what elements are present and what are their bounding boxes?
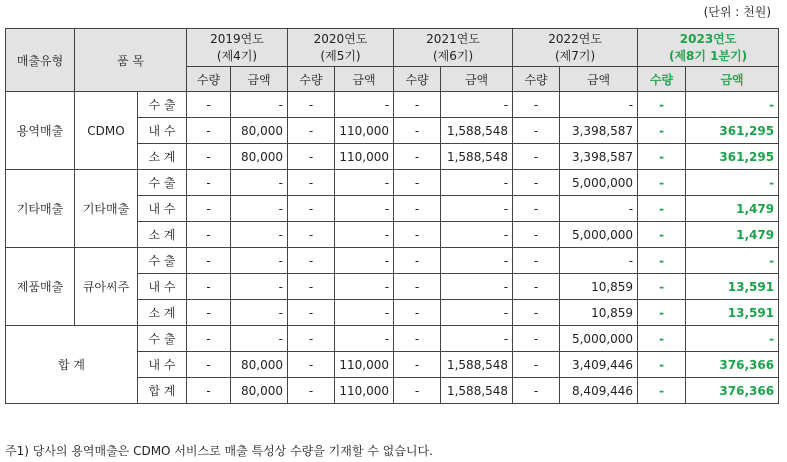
amount-cell: - [231, 300, 288, 326]
amount-cell: 3,398,587 [560, 118, 638, 144]
amount-cell: - [335, 92, 394, 118]
amount-cell: 10,859 [560, 274, 638, 300]
amount-cell: - [335, 300, 394, 326]
header-amount: 금액 [231, 67, 288, 92]
amount-cell: - [441, 92, 513, 118]
qty-cell: - [394, 222, 441, 248]
qty-cell: - [513, 248, 560, 274]
qty-cell: - [394, 92, 441, 118]
amount-cell: 3,398,587 [560, 144, 638, 170]
amount-cell: - [560, 92, 638, 118]
qty-cell: - [638, 118, 686, 144]
item-cell: 기타매출 [75, 170, 138, 248]
amount-cell: - [335, 326, 394, 352]
qty-cell: - [394, 300, 441, 326]
qty-cell: - [394, 118, 441, 144]
footnote: 주1) 당사의 용역매출은 CDMO 서비스로 매출 특성상 수량을 기재할 수 없습니다. [5, 444, 433, 458]
qty-cell: - [187, 352, 231, 378]
qty-cell: - [638, 144, 686, 170]
qty-cell: - [288, 378, 335, 404]
qty-cell: - [513, 92, 560, 118]
amount-cell: - [441, 300, 513, 326]
qty-cell: - [288, 144, 335, 170]
amount-cell: 1,588,548 [441, 118, 513, 144]
qty-cell: - [288, 300, 335, 326]
amount-cell: 13,591 [686, 274, 779, 300]
amount-cell: 5,000,000 [560, 326, 638, 352]
amount-cell: - [686, 170, 779, 196]
amount-cell: - [231, 170, 288, 196]
sub-category-cell: 소 계 [138, 222, 187, 248]
header-amount: 금액 [686, 67, 779, 92]
qty-cell: - [513, 274, 560, 300]
amount-cell: - [231, 222, 288, 248]
qty-cell: - [638, 196, 686, 222]
amount-cell: - [560, 196, 638, 222]
header-amount: 금액 [441, 67, 513, 92]
amount-cell: - [231, 196, 288, 222]
qty-cell: - [513, 144, 560, 170]
amount-cell: - [335, 274, 394, 300]
amount-cell: 80,000 [231, 118, 288, 144]
qty-cell: - [187, 326, 231, 352]
qty-cell: - [513, 378, 560, 404]
header-year-2019: 2019연도 (제4기) [187, 29, 288, 67]
amount-cell: - [441, 326, 513, 352]
qty-cell: - [513, 196, 560, 222]
amount-cell: 361,295 [686, 144, 779, 170]
amount-cell: 10,859 [560, 300, 638, 326]
sub-category-cell: 합 계 [138, 378, 187, 404]
item-cell: CDMO [75, 92, 138, 170]
amount-cell: 5,000,000 [560, 170, 638, 196]
amount-cell: 361,295 [686, 118, 779, 144]
amount-cell: - [686, 326, 779, 352]
header-qty: 수량 [513, 67, 560, 92]
qty-cell: - [288, 92, 335, 118]
amount-cell: - [231, 92, 288, 118]
amount-cell: 1,588,548 [441, 352, 513, 378]
sales-type-cell: 기타매출 [6, 170, 75, 248]
qty-cell: - [288, 118, 335, 144]
sub-category-cell: 수 출 [138, 248, 187, 274]
sales-table [5, 28, 779, 404]
header-qty: 수량 [638, 67, 686, 92]
qty-cell: - [288, 170, 335, 196]
header-item: 품 목 [75, 29, 187, 92]
item-cell: 큐아씨주 [75, 248, 138, 326]
amount-cell: 1,588,548 [441, 144, 513, 170]
amount-cell: - [441, 248, 513, 274]
qty-cell: - [513, 300, 560, 326]
amount-cell: 80,000 [231, 378, 288, 404]
amount-cell: 80,000 [231, 144, 288, 170]
amount-cell: - [335, 196, 394, 222]
table-row-total [6, 326, 779, 352]
total-label-cell: 합 계 [6, 326, 138, 404]
amount-cell: - [335, 170, 394, 196]
amount-cell: 5,000,000 [560, 222, 638, 248]
qty-cell: - [187, 196, 231, 222]
sub-category-cell: 내 수 [138, 274, 187, 300]
qty-cell: - [288, 222, 335, 248]
qty-cell: - [187, 92, 231, 118]
qty-cell: - [638, 92, 686, 118]
amount-cell: - [441, 170, 513, 196]
qty-cell: - [187, 274, 231, 300]
amount-cell: 1,479 [686, 196, 779, 222]
sub-category-cell: 수 출 [138, 326, 187, 352]
amount-cell: 1,588,548 [441, 378, 513, 404]
amount-cell: - [231, 326, 288, 352]
qty-cell: - [187, 170, 231, 196]
qty-cell: - [394, 170, 441, 196]
qty-cell: - [187, 300, 231, 326]
qty-cell: - [513, 222, 560, 248]
header-qty: 수량 [187, 67, 231, 92]
qty-cell: - [288, 326, 335, 352]
amount-cell: 110,000 [335, 378, 394, 404]
amount-cell: 3,409,446 [560, 352, 638, 378]
header-sales-type: 매출유형 [6, 29, 75, 92]
qty-cell: - [638, 378, 686, 404]
amount-cell: 80,000 [231, 352, 288, 378]
sales-type-cell: 용역매출 [6, 92, 75, 170]
header-amount: 금액 [560, 67, 638, 92]
qty-cell: - [638, 274, 686, 300]
amount-cell: - [335, 222, 394, 248]
qty-cell: - [513, 326, 560, 352]
amount-cell: 110,000 [335, 118, 394, 144]
sub-category-cell: 수 출 [138, 92, 187, 118]
table-row [6, 92, 779, 118]
qty-cell: - [187, 144, 231, 170]
amount-cell: - [441, 196, 513, 222]
amount-cell: 110,000 [335, 144, 394, 170]
qty-cell: - [638, 170, 686, 196]
amount-cell: 110,000 [335, 352, 394, 378]
qty-cell: - [394, 378, 441, 404]
amount-cell: - [441, 274, 513, 300]
amount-cell: 1,479 [686, 222, 779, 248]
header-year-2023: 2023연도 (제8기 1분기) [638, 29, 779, 67]
header-amount: 금액 [335, 67, 394, 92]
qty-cell: - [187, 378, 231, 404]
sub-category-cell: 내 수 [138, 196, 187, 222]
unit-label: (단위 : 천원) [703, 5, 771, 19]
qty-cell: - [394, 196, 441, 222]
header-year-2021: 2021연도 (제6기) [394, 29, 513, 67]
qty-cell: - [638, 222, 686, 248]
qty-cell: - [394, 326, 441, 352]
table-body [6, 92, 779, 404]
sub-category-cell: 소 계 [138, 300, 187, 326]
header-qty: 수량 [288, 67, 335, 92]
amount-cell: - [335, 248, 394, 274]
qty-cell: - [187, 118, 231, 144]
qty-cell: - [394, 144, 441, 170]
qty-cell: - [394, 274, 441, 300]
qty-cell: - [513, 118, 560, 144]
qty-cell: - [638, 326, 686, 352]
amount-cell: 8,409,446 [560, 378, 638, 404]
qty-cell: - [638, 248, 686, 274]
amount-cell: - [686, 248, 779, 274]
qty-cell: - [187, 248, 231, 274]
amount-cell: - [231, 248, 288, 274]
amount-cell: 376,366 [686, 352, 779, 378]
table-row [6, 248, 779, 274]
amount-cell: - [231, 274, 288, 300]
header-year-2020: 2020연도 (제5기) [288, 29, 394, 67]
qty-cell: - [394, 352, 441, 378]
qty-cell: - [288, 274, 335, 300]
qty-cell: - [638, 300, 686, 326]
qty-cell: - [187, 222, 231, 248]
qty-cell: - [288, 352, 335, 378]
amount-cell: - [560, 248, 638, 274]
qty-cell: - [288, 196, 335, 222]
qty-cell: - [513, 352, 560, 378]
sub-category-cell: 수 출 [138, 170, 187, 196]
amount-cell: - [686, 92, 779, 118]
header-year-2022: 2022연도 (제7기) [513, 29, 638, 67]
sub-category-cell: 내 수 [138, 118, 187, 144]
amount-cell: - [441, 222, 513, 248]
sub-category-cell: 소 계 [138, 144, 187, 170]
sub-category-cell: 내 수 [138, 352, 187, 378]
sales-type-cell: 제품매출 [6, 248, 75, 326]
amount-cell: 376,366 [686, 378, 779, 404]
qty-cell: - [638, 352, 686, 378]
qty-cell: - [394, 248, 441, 274]
amount-cell: 13,591 [686, 300, 779, 326]
table-row [6, 170, 779, 196]
qty-cell: - [513, 170, 560, 196]
header-qty: 수량 [394, 67, 441, 92]
qty-cell: - [288, 248, 335, 274]
